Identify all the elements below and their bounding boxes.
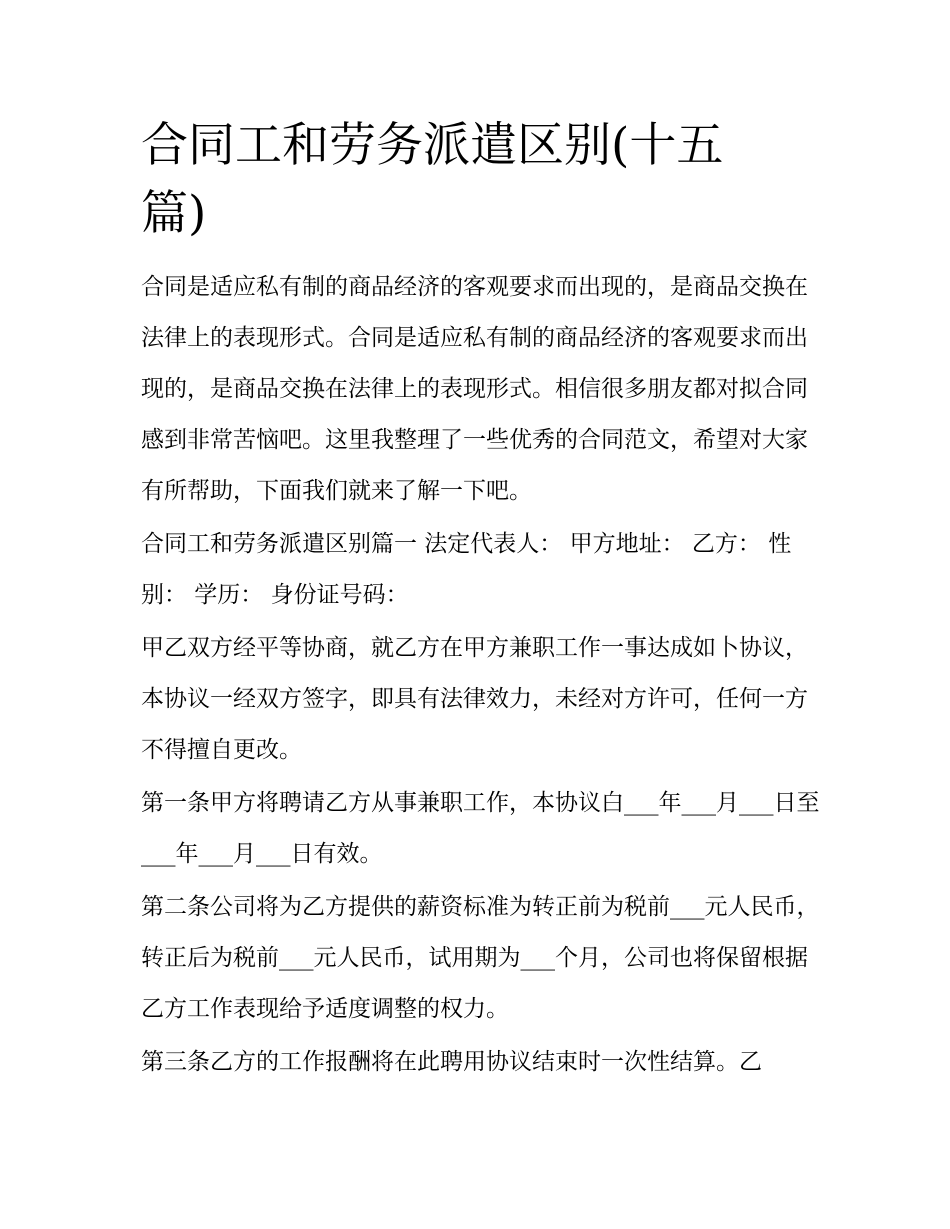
paragraph-parties: 合同工和劳务派遣区别篇一 法定代表人： 甲方地址： 乙方： 性别： 学历： 身份证号码： xyxy=(141,531,792,608)
paragraph-intro: 合同是适应私有制的商品经济的客观要求而出现的，是商品交换在法律上的表现形式。合同是适应私有制的商品经济的客观要求而出现的，是商品交换在法律上的表现形式。相信很多朋友都对拟合同感到非常苦恼吧。这里我整理了一些优秀的合同范文，希望对大家有所帮助，下面我们就来了解一下吧。 xyxy=(141,274,808,504)
document-title: 合同工和劳务派遣区别(十五篇) xyxy=(141,118,724,241)
document-body xyxy=(141,112,821,1090)
paragraph-article-2: 第二条公司将为乙方提供的薪资标准为转正前为税前___元人民币，转正后为税前___元人民币，试用期为___个月，公司也将保留根据乙方工作表现给予适度调整的权力。 xyxy=(141,894,820,1022)
paragraph-article-3: 第三条乙方的工作报酬将在此聘用协议结束时一次性结算。乙 xyxy=(141,1049,762,1075)
paragraph-agreement: 甲乙双方经平等协商，就乙方在甲方兼职工作一事达成如卜协议，本协议一经双方签字，即具有法律效力，未经对方许可，任何一方不得擅自更改。 xyxy=(141,635,808,763)
paragraph-article-1: 第一条甲方将聘请乙方从事兼职工作，本协议白___年___月___日至___年___月___日有效。 xyxy=(141,790,820,867)
